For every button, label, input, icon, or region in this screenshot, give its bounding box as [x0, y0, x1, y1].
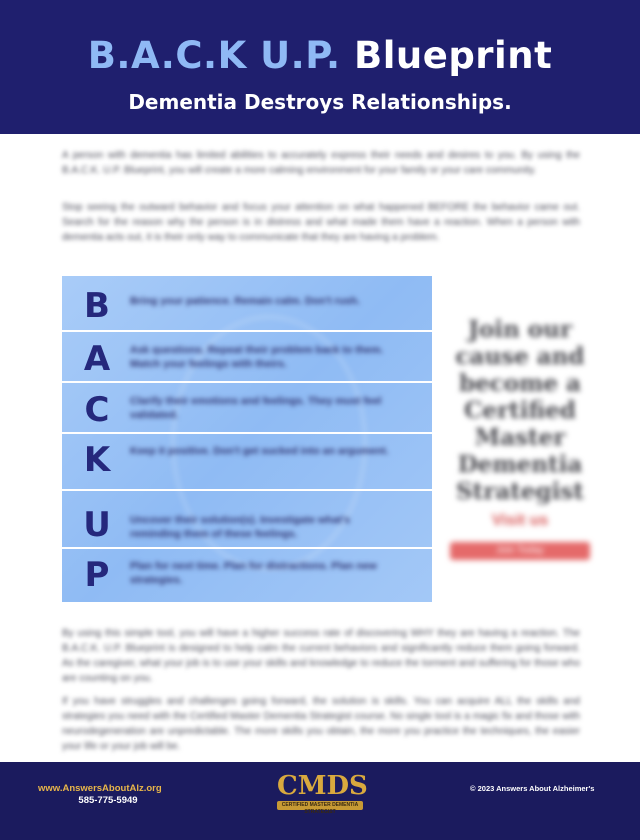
header-banner: [0, 0, 640, 134]
row-text: Plan for next time. Plan for distractions. Plan new strategies.: [130, 560, 377, 586]
blueprint-row: [62, 276, 432, 332]
row-letter: C: [84, 390, 110, 430]
cmds-logo: [277, 771, 368, 815]
intro-paragraph-2: Stop seeing the outward behavior and focus your attention on what happened BEFORE the behavior came out. Search for the reason why the person is in distress and what made them have a reaction. When a person with dementia acts out, it is their only way to communicate that they are having a problem.: [62, 202, 580, 243]
blueprint-row: [62, 332, 432, 383]
footer-phone: 585-775-5949: [78, 795, 138, 806]
row-letter: U: [83, 505, 111, 545]
blueprint-row: [62, 383, 432, 434]
title-acronym: B.A.C.K U.P.: [87, 34, 341, 77]
row-text: Keep it positive. Don't get sucked into an argument.: [130, 445, 389, 457]
row-text: Ask questions. Repeat their problem back to them. Match your feelings with theirs.: [130, 344, 384, 370]
intro-paragraph-1: A person with dementia has limited abilities to accurately express their needs and desires to you. By using the B.A.C.K. U.P. Blueprint, you will create a more calming environment for your family or your care community.: [62, 150, 580, 176]
closing-paragraph-2: If you have struggles and challenges going forward, the solution is skills. You can acquire ALL the skills and strategies you need with the Certified Master Dementia Strategist course. No single tool is a magic fix and those with neurodegeneration are unpredictable. The more skills you obtain, the more you practice the techniques, the easier your life or your job will be.: [62, 696, 580, 752]
page-title: [0, 34, 640, 77]
footer-website-link[interactable]: www.AnswersAboutAlz.org: [38, 783, 162, 794]
sidebar-join-button[interactable]: [450, 542, 590, 560]
row-letter: B: [84, 286, 110, 326]
blueprint-row: [62, 491, 432, 549]
blueprint-row: [62, 434, 432, 491]
row-text: Bring your patience. Remain calm. Don't rush.: [130, 295, 361, 307]
closing-paragraph-1: By using this simple tool, you will have a higher success rate of discovering WHY they are having a reaction. The B.A.C.K. U.P. Blueprint is designed to help calm the current behaviors and significantly reduce them going forward. As the caregiver, what your job is to use your skills and knowledge to reduce the torment and suffering for those who are counting on you.: [62, 628, 580, 684]
blueprint-row: [62, 549, 432, 602]
row-letter: K: [83, 440, 111, 480]
logo-text: CMDS: [277, 771, 368, 801]
blueprint-table: [62, 276, 432, 602]
row-letter: A: [83, 339, 111, 379]
row-text: Clarify their emotions and feelings. They must feel validated.: [130, 395, 382, 421]
sidebar-cta: Join our cause and become a Certified Master Dementia Strategist: [455, 316, 585, 505]
footer-copyright: © 2023 Answers About Alzheimer's: [470, 784, 595, 793]
row-text: Uncover their solution(s). Investigate what's reminding them of these feelings.: [130, 514, 351, 540]
logo-tagline: CERTIFIED MASTER DEMENTIA STRATEGIST: [281, 802, 359, 815]
page-subtitle: Dementia Destroys Relationships.: [128, 90, 512, 114]
sidebar-button-label: Join Today: [496, 545, 544, 556]
row-letter: P: [84, 555, 110, 595]
title-word: Blueprint: [354, 34, 553, 77]
sidebar-link[interactable]: Visit us: [491, 512, 549, 529]
